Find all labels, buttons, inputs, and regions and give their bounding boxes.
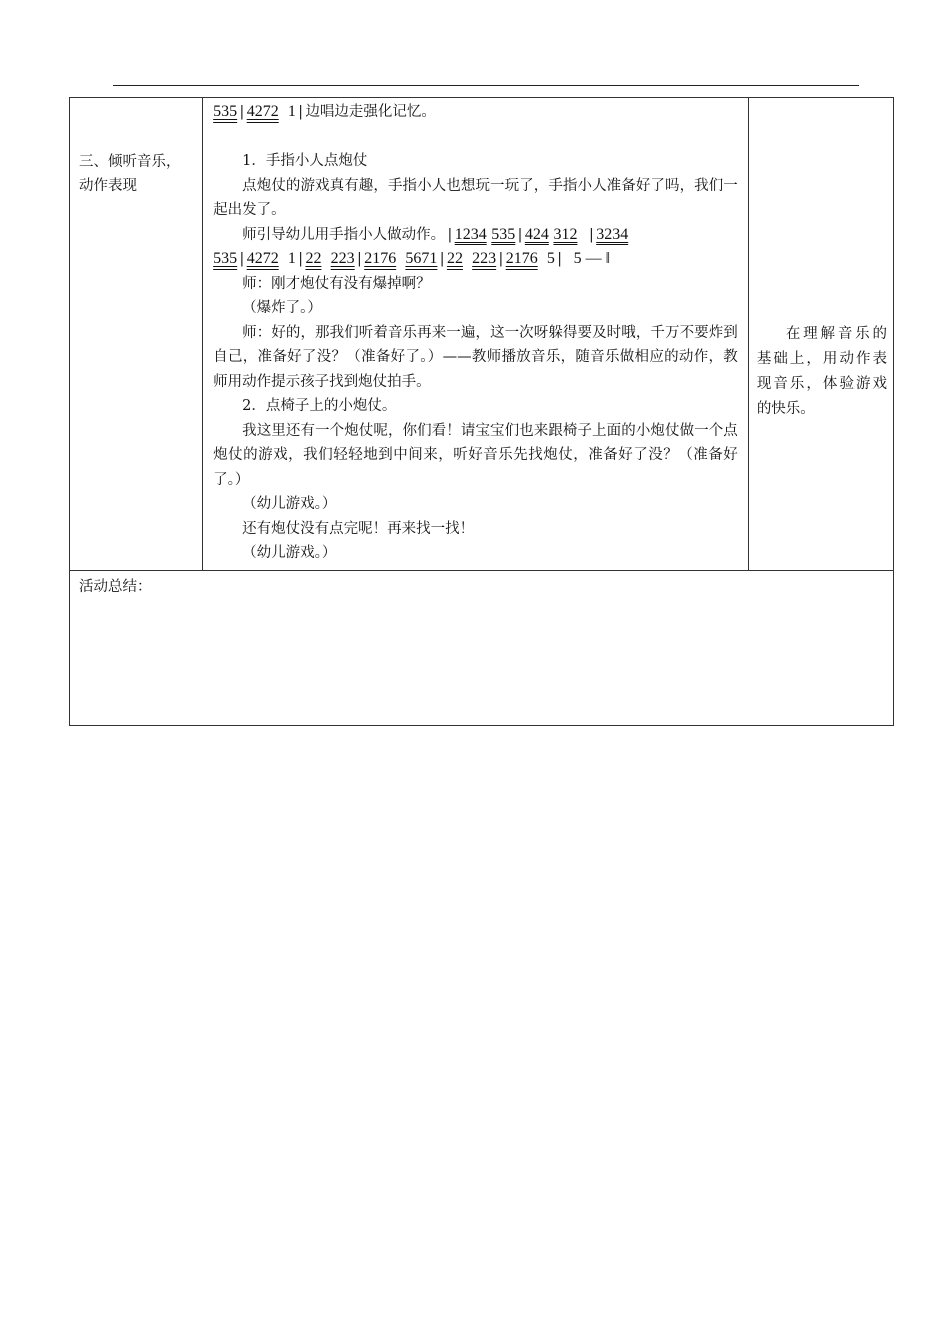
phase-label: 三、倾听音乐， bbox=[79, 154, 181, 170]
score-note: 边唱边走强化记忆。 bbox=[305, 104, 436, 120]
bar-line: | bbox=[448, 225, 452, 243]
score-top-line bbox=[213, 100, 738, 125]
score-number: 4272 bbox=[246, 103, 279, 120]
bar-line: | bbox=[557, 250, 562, 267]
bar-line: | bbox=[240, 250, 244, 267]
score-number: 1 bbox=[287, 250, 296, 267]
score-number: 535 bbox=[213, 103, 238, 120]
phase-cell bbox=[70, 98, 203, 571]
score-number: 22 bbox=[305, 250, 322, 267]
summary-cell bbox=[70, 571, 894, 726]
table-row bbox=[70, 98, 894, 571]
score-number: 2176 bbox=[364, 250, 397, 267]
score-number: 1234 bbox=[454, 225, 487, 243]
lesson-plan-table bbox=[69, 97, 894, 726]
score-line bbox=[213, 247, 738, 272]
score-number: 5671 bbox=[405, 250, 438, 267]
item2-title: 2．点椅子上的小炮仗。 bbox=[242, 398, 397, 414]
score-number: 4272 bbox=[246, 250, 279, 267]
score-number: 3234 bbox=[596, 225, 629, 243]
answer-3: （幼儿游戏。） bbox=[242, 545, 337, 561]
purpose-cell bbox=[748, 98, 893, 571]
answer-2: （幼儿游戏。） bbox=[242, 496, 337, 512]
score-number: 223 bbox=[330, 250, 355, 267]
score-number: 1 bbox=[287, 103, 296, 120]
header-rule bbox=[113, 85, 859, 86]
summary-label: 活动总结： bbox=[79, 579, 152, 595]
paragraph-3: 我这里还有一个炮仗呢，你们看！请宝宝们也来跟椅子上面的小炮仗做一个点炮仗的游戏，我们轻轻地到中间来，听好音乐先找炮仗，准备好了没？（准备好了。） bbox=[213, 422, 738, 488]
score-number: 223 bbox=[472, 250, 497, 267]
purpose-text: 在理解音乐的基础上，用动作表现音乐，体验游戏的快乐。 bbox=[756, 326, 887, 417]
paragraph-4: 还有炮仗没有点完呢！再来找一找！ bbox=[242, 520, 475, 537]
bar-line: | bbox=[357, 250, 362, 267]
bar-line: | bbox=[240, 103, 244, 120]
score-number: 424 bbox=[524, 225, 549, 243]
bar-line: | bbox=[589, 225, 594, 243]
item1-paragraph: 点炮仗的游戏真有趣，手指小人也想玩一玩了，手指小人准备好了吗，我们一起出发了。 bbox=[213, 177, 738, 218]
bar-line: | bbox=[499, 250, 503, 267]
bar-line: | bbox=[440, 250, 444, 267]
score-number: 2176 bbox=[505, 250, 538, 267]
score-number: 312 bbox=[553, 225, 578, 243]
question-1: 师：刚才炮仗有没有爆掉啊？ bbox=[242, 275, 431, 292]
paragraph-2: 师：好的，那我们听着音乐再来一遍，这一次呀躲得要及时哦，千万不要炸到自己，准备好了没？（准备好了。）——教师播放音乐，随音乐做相应的动作，教师用动作提示孩子找到炮仗拍手。 bbox=[213, 324, 738, 390]
content-cell bbox=[203, 98, 749, 571]
score-number: 535 bbox=[491, 225, 516, 243]
table-row bbox=[70, 571, 894, 726]
bar-line: | bbox=[518, 225, 522, 243]
score-intro-line bbox=[213, 223, 738, 248]
bar-line: | bbox=[298, 250, 303, 267]
score-number: 22 bbox=[446, 250, 463, 267]
score-intro: 师引导幼儿用手指小人做动作。 bbox=[242, 226, 446, 243]
phase-label-cont: 动作表现 bbox=[79, 178, 137, 194]
score-ending: 5 — ‖ bbox=[573, 250, 611, 267]
score-number: 5 bbox=[546, 250, 555, 267]
answer-1: （爆炸了。） bbox=[242, 300, 322, 316]
bar-line: | bbox=[298, 103, 303, 120]
score-number: 535 bbox=[213, 250, 238, 267]
item1-title: 1．手指小人点炮仗 bbox=[242, 153, 368, 169]
